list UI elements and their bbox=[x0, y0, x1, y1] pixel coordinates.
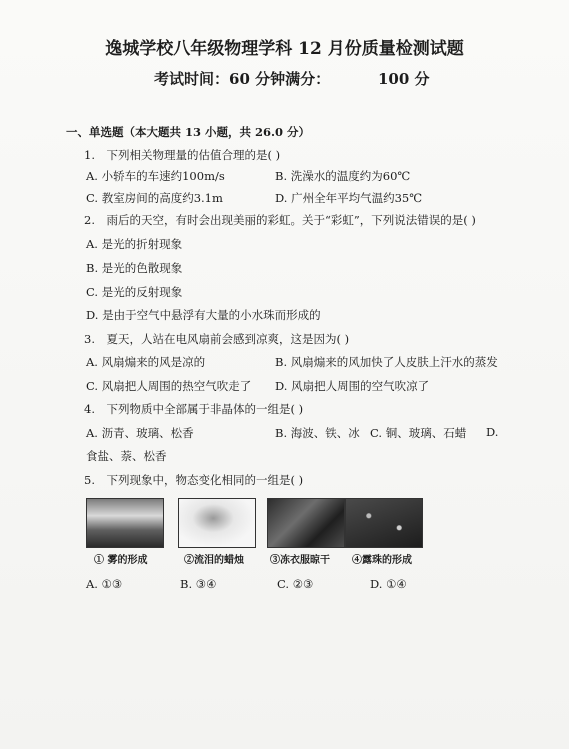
caption-3: ③冻衣服晾干 bbox=[270, 555, 330, 566]
q4-option-c: C. 铜、玻璃、石蜡 bbox=[370, 426, 467, 440]
q3-option-c: C. 风扇把人周围的热空气吹走了 bbox=[86, 379, 252, 393]
section-heading: 一、单选题（本大题共 13 小题，共 26.0 分） bbox=[66, 125, 311, 139]
candle-photo bbox=[178, 498, 256, 548]
q2-option-b: B. 是光的色散现象 bbox=[86, 261, 183, 275]
q4-option-d-text: 食盐、萘、松香 bbox=[86, 449, 167, 463]
q2-option-c: C. 是光的反射现象 bbox=[86, 285, 183, 299]
q1-option-c: C. 教室房间的高度约3.1m bbox=[86, 191, 223, 205]
q1-option-b: B. 洗澡水的温度约为60℃ bbox=[275, 169, 411, 183]
question-3-stem: 3. 夏天，人站在电风扇前会感到凉爽，这是因为( ) bbox=[84, 332, 350, 346]
q4-option-a: A. 沥青、玻璃、松香 bbox=[86, 426, 194, 440]
q5-option-b: B. ③④ bbox=[180, 577, 217, 591]
q2-option-d: D. 是由于空气中悬浮有大量的小水珠而形成的 bbox=[86, 308, 321, 322]
caption-4: ④露珠的形成 bbox=[352, 555, 412, 566]
q5-option-a: A. ①③ bbox=[86, 577, 123, 591]
question-5-stem: 5. 下列现象中，物态变化相同的一组是( ) bbox=[84, 473, 304, 487]
q4-option-d-label: D. bbox=[486, 425, 499, 439]
fog-photo bbox=[86, 498, 164, 548]
q1-option-d: D. 广州全年平均气温约35℃ bbox=[275, 191, 423, 205]
question-2-stem: 2. 雨后的天空，有时会出现美丽的彩虹。关于“彩虹”，下列说法错误的是( ) bbox=[84, 213, 476, 227]
question-4-stem: 4. 下列物质中全部属于非晶体的一组是( ) bbox=[84, 402, 304, 416]
q4-option-b: B. 海波、铁、冰 bbox=[275, 426, 360, 440]
exam-time: 考试时间：60 分钟满分： bbox=[154, 70, 331, 88]
caption-1: ① 雾的形成 bbox=[94, 555, 148, 566]
frozen-clothes-photo bbox=[267, 498, 345, 548]
q5-option-d: D. ①④ bbox=[370, 577, 407, 591]
q3-option-b: B. 风扇煽来的风加快了人皮肤上汗水的蒸发 bbox=[275, 355, 498, 369]
q2-option-a: A. 是光的折射现象 bbox=[86, 237, 183, 251]
q3-option-d: D. 风扇把人周围的空气吹凉了 bbox=[275, 379, 430, 393]
full-score: 100 分 bbox=[378, 70, 430, 88]
q3-option-a: A. 风扇煽来的风是凉的 bbox=[86, 355, 206, 369]
exam-title: 逸城学校八年级物理学科 12 月份质量检测试题 bbox=[105, 39, 464, 59]
q5-option-c: C. ②③ bbox=[277, 577, 314, 591]
dew-photo bbox=[345, 498, 423, 548]
question-1-stem: 1. 下列相关物理量的估值合理的是( ) bbox=[84, 148, 281, 162]
caption-2: ②流泪的蜡烛 bbox=[184, 555, 244, 566]
q1-option-a: A. 小轿车的车速约100m/s bbox=[86, 169, 225, 183]
